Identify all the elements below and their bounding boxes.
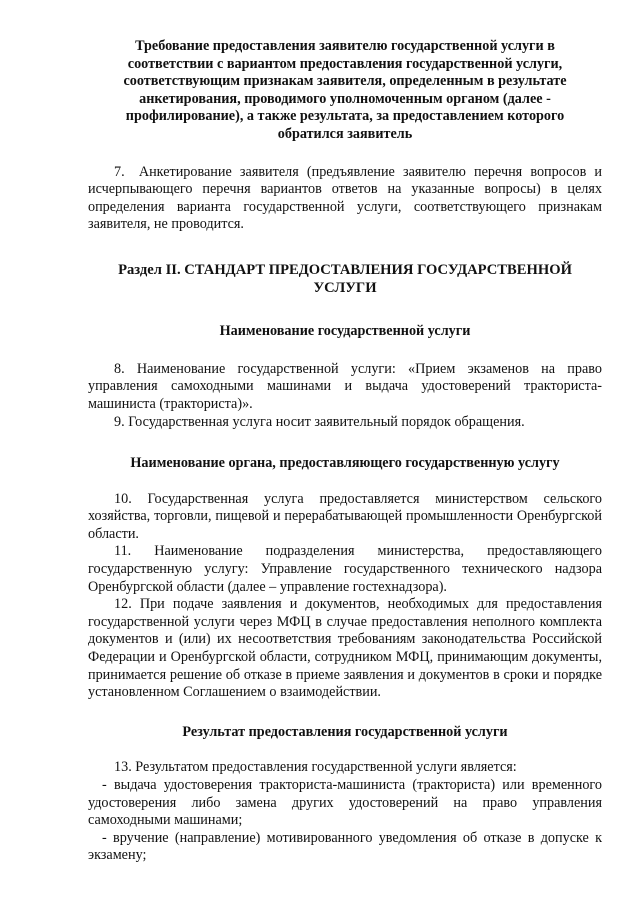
list-item: - выдача удостоверения тракториста-машиниста (тракториста) или временного удостоверения либо замена других удостоверений на право управления самоходными машинами; (88, 777, 602, 829)
heading-requirement: Требование предоставления заявителю государственной услуги в соответствии с вариантом предоставления государственной услуги, соответствующим признакам заявителя, определенным в результате анкетирования, проводимого уполномоченным органом (далее - профилирование), а также результата, за предоставлением которого обратился заявитель (123, 38, 567, 142)
heading-result: Результат предоставления государственной услуги (182, 723, 508, 740)
paragraph-7: 7. Анкетирование заявителя (предъявление заявителю перечня вопросов и исчерпывающего перечня вариантов ответов на указанные вопросы) в целях определения варианта государственной услуги, соответствующего признакам заявителя, не проводится. (88, 163, 602, 233)
paragraph-10: 10. Государственная услуга предоставляется министерством сельского хозяйства, торговли, пищевой и перерабатывающей промышленности Оренбургской области. (88, 490, 602, 542)
paragraph-11: 11. Наименование подразделения министерства, предоставляющего государственную услугу: Управление государственного технического надзора Оренбургской области (далее – управление гостехнадзора). (88, 543, 602, 595)
document-body (88, 38, 602, 865)
paragraph-9: 9. Государственная услуга носит заявительный порядок обращения. (114, 413, 525, 430)
paragraph-13: 13. Результатом предоставления государственной услуги является: (114, 759, 517, 776)
section-title: Раздел II. СТАНДАРТ ПРЕДОСТАВЛЕНИЯ ГОСУДАРСТВЕННОЙ УСЛУГИ (118, 261, 572, 296)
heading-authority: Наименование органа, предоставляющего государственную услугу (130, 455, 560, 472)
heading-service-name: Наименование государственной услуги (219, 323, 471, 340)
list-item: - вручение (направление) мотивированного уведомления об отказе в допуске к экзамену; (88, 829, 602, 864)
paragraph-8: 8. Наименование государственной услуги: «Прием экзаменов на право управления самоходными машинами и выдача удостоверений тракториста-машиниста (тракториста)». (88, 360, 602, 412)
paragraph-12: 12. При подаче заявления и документов, необходимых для предоставления государственной услуги через МФЦ в случае предоставления неполного комплекта документов и (или) их несоответствия требованиям законодательства Российской Федерации и Оренбургской области, сотрудником МФЦ, принимающим документы, принимается решение об отказе в приеме заявления и документов в сроки и порядке установленном Соглашением о взаимодействии. (88, 596, 602, 701)
